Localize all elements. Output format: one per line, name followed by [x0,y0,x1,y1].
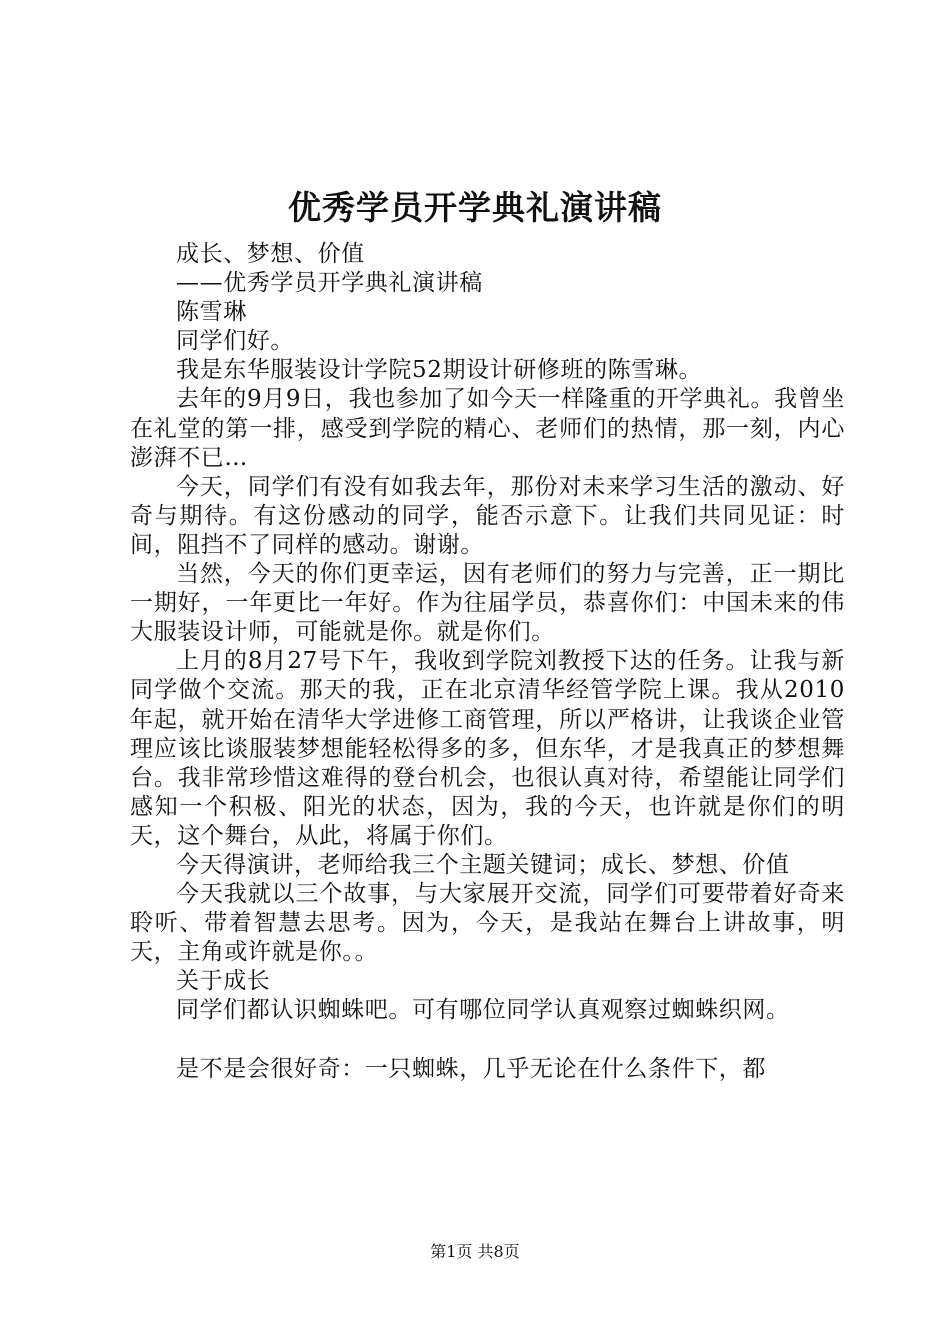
document-body [130,240,845,1084]
paragraph: 当然，今天的你们更幸运，因有老师们的努力与完善，正一期比一期好，一年更比一年好。作为往届学员，恭喜你们：中国未来的伟大服装设计师，可能就是你。就是你们。 [130,561,845,646]
paragraph: 上月的8月27号下午，我收到学院刘教授下达的任务。让我与新同学做个交流。那天的我，正在北京清华经管学院上课。我从2010年起，就开始在清华大学进修工商管理，所以严格讲，让我谈企业管理应该比谈服装梦想能轻松得多的多，但东华，才是我真正的梦想舞台。我非常珍惜这难得的登台机会，也很认真对待，希望能让同学们感知一个积极、阳光的状态，因为，我的今天，也许就是你们的明天，这个舞台，从此，将属于你们。 [130,648,845,849]
section-heading: 关于成长 [176,968,271,995]
paragraph: ——优秀学员开学典礼演讲稿 [176,270,483,297]
paragraph: 今天得演讲，老师给我三个主题关键词；成长、梦想、价值 [176,851,790,878]
paragraph: 同学们好。 [176,328,294,355]
paragraph: 去年的9月9日，我也参加了如今天一样隆重的开学典礼。我曾坐在礼堂的第一排，感受到学院的精心、老师们的热情，那一刻，内心澎湃不已… [130,386,845,471]
paragraph: 今天我就以三个故事，与大家展开交流，同学们可要带着好奇来聆听、带着智慧去思考。因为，今天，是我站在舞台上讲故事，明天，主角或许就是你。。 [130,881,845,966]
page-number: 第1页 共8页 [430,1242,520,1261]
document-title: 优秀学员开学典礼演讲稿 [288,188,662,227]
paragraph: 成长、梦想、价值 [176,241,365,267]
paragraph: 同学们都认识蜘蛛吧。可有哪位同学认真观察过蜘蛛织网。 [176,997,790,1024]
paragraph: 陈雪琳 [176,299,247,326]
paragraph: 是不是会很好奇：一只蜘蛛，几乎无论在什么条件下，都 [176,1055,766,1082]
paragraph: 今天，同学们有没有如我去年，那份对未来学习生活的激动、好奇与期待。有这份感动的同学，能否示意下。让我们共同见证：时间，阻挡不了同样的感动。谢谢。 [130,473,845,558]
paragraph: 我是东华服装设计学院52期设计研修班的陈雪琳。 [176,357,703,384]
